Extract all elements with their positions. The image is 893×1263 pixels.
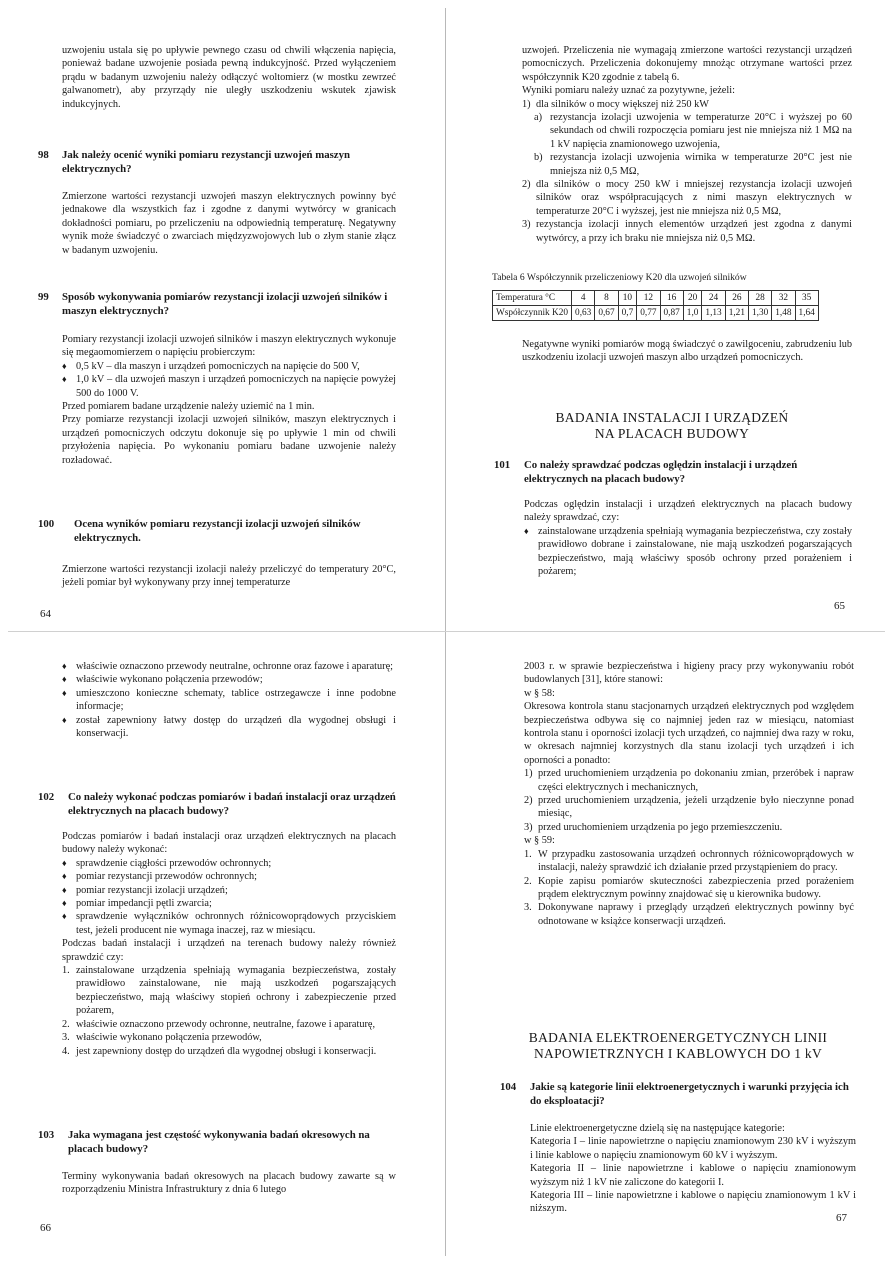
list-item: 1) dla silników o mocy większej niż 250 kW bbox=[522, 98, 710, 110]
table-row bbox=[493, 306, 819, 321]
table-cell: Temperatura °C bbox=[493, 291, 572, 306]
q98-number: 98 bbox=[38, 149, 49, 161]
list-item: ♦ został zapewniony łatwy dostęp do urządzeń dla wygodnej obsługi i konserwacji. bbox=[62, 714, 396, 741]
page-number-65: 65 bbox=[834, 600, 845, 612]
table-cell: 16 bbox=[660, 291, 683, 306]
table-cell: Współczynnik K20 bbox=[493, 306, 572, 321]
q102-list bbox=[62, 964, 396, 1058]
q104-cat1: Kategoria I – linie napowietrzne o napięciu znamionowym 230 kV i wyższym i linie kablowe o napięciu znamionowym 60 kV i wyższym. bbox=[530, 1136, 856, 1161]
table-cell: 1,0 bbox=[683, 306, 702, 321]
q99-bullets bbox=[62, 360, 396, 400]
list-item: ♦ pomiar rezystancji przewodów ochronnych; bbox=[62, 870, 396, 883]
q104-cat3: Kategoria III – linie napowietrzne i kablowe o napięciu znamionowym 1 kV i niższym. bbox=[530, 1190, 856, 1215]
q103-text: Terminy wykonywania badań okresowych na placach budowy zawarte są w rozporządzeniu Ministra Infrastruktury z dnia 6 lutego bbox=[62, 1171, 396, 1196]
list-item: ♦ sprawdzenie ciągłości przewodów ochronnych; bbox=[62, 857, 396, 870]
table-cell: 35 bbox=[795, 291, 818, 306]
q101-title: Co należy sprawdzać podczas oględzin instalacji i urządzeń elektrycznych na placach budowy? bbox=[524, 459, 798, 485]
q104-title: Jakie są kategorie linii elektroenergetycznych i warunki przyjęcia ich do eksploatacji? bbox=[530, 1081, 849, 1107]
list-item: ♦ 1,0 kV – dla uzwojeń maszyn i urządzeń pomocniczych na napięcie powyżej 500 do 1000 V. bbox=[62, 373, 396, 400]
q99-text: Pomiary rezystancji izolacji uzwojeń silników i maszyn elektrycznych wykonuje się megaomomierzem o napięciu probierczym: bbox=[62, 334, 396, 359]
list-item: 3. Dokonywane naprawy i przeglądy urządzeń elektrycznych powinny być odnotowane w książce konserwacji urządzeń. bbox=[524, 902, 854, 927]
p65-intro2: Wyniki pomiaru należy uznać za pozytywne, jeżeli: bbox=[522, 85, 735, 97]
table-6-caption: Tabela 6 Współczynnik przeliczeniowy K20 dla uzwojeń silników bbox=[492, 272, 747, 283]
q102-body bbox=[62, 830, 396, 1058]
q101-body bbox=[524, 498, 852, 578]
q100-number: 100 bbox=[38, 518, 55, 530]
list-item: ♦ właściwie oznaczono przewody neutralne, ochronne oraz fazowe i aparaturę; bbox=[62, 660, 396, 673]
table-cell: 8 bbox=[595, 291, 618, 306]
q104-body bbox=[530, 1122, 856, 1216]
table-cell: 32 bbox=[772, 291, 795, 306]
q104-number: 104 bbox=[500, 1081, 517, 1093]
table-cell: 26 bbox=[725, 291, 748, 306]
table-cell: 0,63 bbox=[572, 306, 595, 321]
page-number-66: 66 bbox=[40, 1222, 51, 1234]
q99-number: 99 bbox=[38, 291, 49, 303]
p67-list59 bbox=[524, 848, 854, 928]
table-6 bbox=[492, 290, 819, 321]
list-item: ♦ właściwie wykonano połączenia przewodów; bbox=[62, 673, 396, 686]
p67-par58-text: Okresowa kontrola stanu stacjonarnych urządzeń elektrycznych pod względem bezpieczeństwa odbywa się co najmniej jeden raz w miesiącu, natomiast kontrola stanu i oporności izolacji tych urządzeń, co najmniej dwa razy w roku, w okresach najmniej korzystnych dla stanu izolacji tych urządzeń i ich oporności a ponadto: bbox=[524, 701, 854, 766]
list-item: 1. W przypadku zastosowania urządzeń ochronnych różnicowoprądowych w instalacji, należy sprawdzić ich działanie przed przystąpieniem do pracy. bbox=[524, 848, 854, 874]
p65-conditions bbox=[522, 98, 852, 245]
list-item: ♦ pomiar rezystancji izolacji urządzeń; bbox=[62, 884, 396, 897]
table-cell: 10 bbox=[618, 291, 637, 306]
list-item: 1) przed uruchomieniem urządzenia po dokonaniu zmian, przeróbek i napraw części elektrycznych i mechanicznych, bbox=[524, 768, 854, 793]
list-item: 3. właściwie wykonano połączenia przewodów, bbox=[62, 1032, 262, 1044]
p67-par58: w § 58: bbox=[524, 687, 555, 699]
table-cell: 1,21 bbox=[725, 306, 748, 321]
p65-intro-text: uzwojeń. Przeliczenia nie wymagają zmierzone wartości rezystancji urządzeń pomocniczych. Przeliczenia dokonujemy mnożąc otrzymane wartości przez współczynnik K20 zgodnie z tabelą 6. bbox=[522, 45, 852, 83]
list-item: 3) przed uruchomieniem urządzenia po jego przemieszczeniu. bbox=[524, 821, 783, 833]
q103-title: Jaka wymagana jest częstość wykonywania badań okresowych na placach budowy? bbox=[68, 1129, 370, 1155]
list-item: 4. jest zapewniony dostęp do urządzeń dla wygodnej obsługi i konserwacji. bbox=[62, 1045, 377, 1057]
page-number-64: 64 bbox=[40, 608, 51, 620]
q100-text: Zmierzone wartości rezystancji izolacji należy przeliczyć do temperatury 20°C, jeżeli pomiar był wykonywany przy innej temperaturze bbox=[62, 564, 396, 589]
page-number-67: 67 bbox=[836, 1212, 847, 1224]
table-cell: 1,30 bbox=[748, 306, 771, 321]
q101-number: 101 bbox=[494, 459, 511, 471]
q101-text: Podczas oględzin instalacji i urządzeń elektrycznych na placach budowy należy sprawdzać, czy: bbox=[524, 499, 852, 524]
list-item: 3) rezystancja izolacji innych elementów urządzeń jest zgodna z danymi wytwórcy, a przy ich braku nie mniejsza niż 0,5 MΩ. bbox=[522, 219, 852, 244]
table-cell: 1,13 bbox=[702, 306, 725, 321]
p67-list58 bbox=[524, 767, 854, 834]
q102-text2: Podczas badań instalacji i urządzeń na terenach budowy należy również sprawdzić czy: bbox=[62, 938, 396, 963]
q99-title: Sposób wykonywania pomiarów rezystancji izolacji uzwojeń silników i maszyn elektrycznych? bbox=[62, 291, 388, 317]
table-cell: 0,67 bbox=[595, 306, 618, 321]
q104-text: Linie elektroenergetyczne dzielą się na następujące kategorie: bbox=[530, 1123, 785, 1134]
section-heading-line: NA PLACACH BUDOWY bbox=[594, 426, 750, 441]
list-item: a) rezystancja izolacji uzwojenia w temperaturze 20°C i wyższej po 60 sekundach od chwili rozpoczęcia pomiaru jest nie mniejsza niż 1 MΩ na 1 kV napięcia znamionowego uzwojenia, bbox=[534, 112, 852, 150]
q98-text: Zmierzone wartości rezystancji uzwojeń maszyn elektrycznych powinny być jednakowe dla wszystkich faz i zgodne z danymi wytwórcy w granicach dokładności pomiaru, po przeliczeniu na odpowiednią temperaturę. Negatywny wynik może świadczyć o zwarciach międzyzwojowych lub o złym stanie złącz w badanym uzwojeniu. bbox=[62, 191, 396, 256]
section-heading-construction bbox=[492, 410, 852, 442]
table-cell: 1,48 bbox=[772, 306, 795, 321]
list-item: ♦ sprawdzenie wyłączników ochronnych różnicowoprądowych przyciskiem test, jeżeli producent nie wymaga inaczej, raz w miesiącu. bbox=[62, 910, 396, 937]
section-heading-line: NAPOWIETRZNYCH I KABLOWYCH DO 1 kV bbox=[533, 1046, 823, 1061]
table-cell: 0,87 bbox=[660, 306, 683, 321]
table-cell: 1,64 bbox=[795, 306, 818, 321]
table-row bbox=[493, 291, 819, 306]
p65-after-table: Negatywne wyniki pomiarów mogą świadczyć o zawilgoceniu, zabrudzeniu lub uszkodzeniu izolacji uzwojeń maszyn albo urządzeń pomocniczych. bbox=[522, 339, 852, 364]
p67-par59: w § 59: bbox=[524, 835, 555, 847]
p64-intro: uzwojeniu ustala się po upływie pewnego czasu od chwili włączenia napięcia, ponieważ badane uzwojenie posiada pewną indukcyjność. Przed wyłączeniem prądu w badanym uzwojeniu należy odłączyć woltomierz (w mostku zewrzeć galwanometr), aby przyrządy nie uległy uszkodzeniu wskutek zjawisk indukcyjnych. bbox=[62, 45, 396, 110]
q99-text2: Przed pomiarem badane urządzenie należy uziemić na 1 min. bbox=[62, 401, 315, 413]
table-cell: 0,77 bbox=[637, 306, 660, 321]
q101-bullets bbox=[524, 525, 852, 579]
list-item: 2. Kopie zapisu pomiarów skuteczności zabezpieczenia przed porażeniem prądem elektrycznym powinny znajdować się u kierownika budowy. bbox=[524, 875, 854, 900]
q102-text: Podczas pomiarów i badań instalacji oraz urządzeń elektrycznych na placach budowy należy wykonać: bbox=[62, 831, 396, 856]
p67-intro: 2003 r. w sprawie bezpieczeństwa i higieny pracy przy wykonywaniu robót budowlanych [31], które stanowi: bbox=[524, 661, 854, 686]
spine-divider bbox=[445, 8, 446, 1256]
q102-bullets bbox=[62, 857, 396, 937]
list-item: 2) dla silników o mocy 250 kW i mniejszej rezystancja izolacji uzwojeń silników oraz współpracujących z nimi maszyn elektrycznych w temperaturze 20°C i wyższej, jest nie mniejsza niż 0,5 MΩ, bbox=[522, 179, 852, 217]
table-cell: 0,7 bbox=[618, 306, 637, 321]
list-item: ♦ pomiar impedancji pętli zwarcia; bbox=[62, 897, 396, 910]
list-item: 2) przed uruchomieniem urządzenia, jeżeli urządzenie było nieczynne ponad miesiąc, bbox=[524, 795, 854, 820]
p66-bullets bbox=[62, 660, 396, 740]
table-cell: 12 bbox=[637, 291, 660, 306]
table-cell: 20 bbox=[683, 291, 702, 306]
q100-title: Ocena wyników pomiaru rezystancji izolacji uzwojeń silników elektrycznych. bbox=[74, 518, 361, 544]
q102-number: 102 bbox=[38, 791, 55, 803]
p65-intro bbox=[522, 44, 852, 245]
table-cell: 28 bbox=[748, 291, 771, 306]
section-heading-lines bbox=[500, 1030, 856, 1062]
list-item: ♦ 0,5 kV – dla maszyn i urządzeń pomocniczych na napięcie do 500 V, bbox=[62, 360, 396, 373]
q99-text3: Przy pomiarze rezystancji izolacji uzwojeń silników, maszyn elektrycznych i urządzeń pomocniczych odczytu dokonuje się po upływie 1 min od chwili przyłożenia napięcia. Po wykonaniu pomiaru badane uzwojenie należy rozładować. bbox=[62, 414, 396, 466]
q103-number: 103 bbox=[38, 1129, 55, 1141]
table-cell: 24 bbox=[702, 291, 725, 306]
list-item: ♦ zainstalowane urządzenia spełniają wymagania bezpieczeństwa, czy zostały prawidłowo dobrane i zainstalowane, nie mają uszkodzeń pogarszających bezpieczeństwo, mają właściwy sposób ochrony przed porażeniem i pożarem; bbox=[524, 525, 852, 579]
q98-title: Jak należy ocenić wyniki pomiaru rezystancji uzwojeń maszyn elektrycznych? bbox=[62, 149, 350, 175]
list-item: 1. zainstalowane urządzenia spełniają wymagania bezpieczeństwa, zostały prawidłowo zainstalowane, nie mają uszkodzeń pogarszających bezpieczeństwo, mają właściwy stopień ochrony i zabezpieczenie przed pożarem, bbox=[62, 965, 396, 1017]
table-cell: 4 bbox=[572, 291, 595, 306]
q104-cat2: Kategoria II – linie napowietrzne i kablowe o napięciu znamionowym wyższym niż 1 kV nie zaliczone do kategorii I. bbox=[530, 1163, 856, 1188]
q102-title: Co należy wykonać podczas pomiarów i badań instalacji oraz urządzeń elektrycznych na placach budowy? bbox=[68, 791, 396, 817]
p66-bullets-block bbox=[62, 660, 396, 740]
p67-body bbox=[524, 660, 854, 928]
section-heading-line: BADANIA INSTALACJI I URZĄDZEŃ bbox=[555, 410, 789, 425]
list-item: ♦ umieszczono konieczne schematy, tablice ostrzegawcze i inne podobne informacje; bbox=[62, 687, 396, 714]
section-heading-line: BADANIA ELEKTROENERGETYCZNYCH LINII bbox=[528, 1030, 828, 1045]
list-item: b) rezystancja izolacji uzwojenia wirnika w temperaturze 20°C jest nie mniejsza niż 0,5 MΩ, bbox=[534, 152, 852, 177]
list-item: 2. właściwie oznaczono przewody ochronne, neutralne, fazowe i aparaturę, bbox=[62, 1018, 376, 1030]
q99-body bbox=[62, 333, 396, 467]
spread-divider bbox=[8, 631, 885, 632]
